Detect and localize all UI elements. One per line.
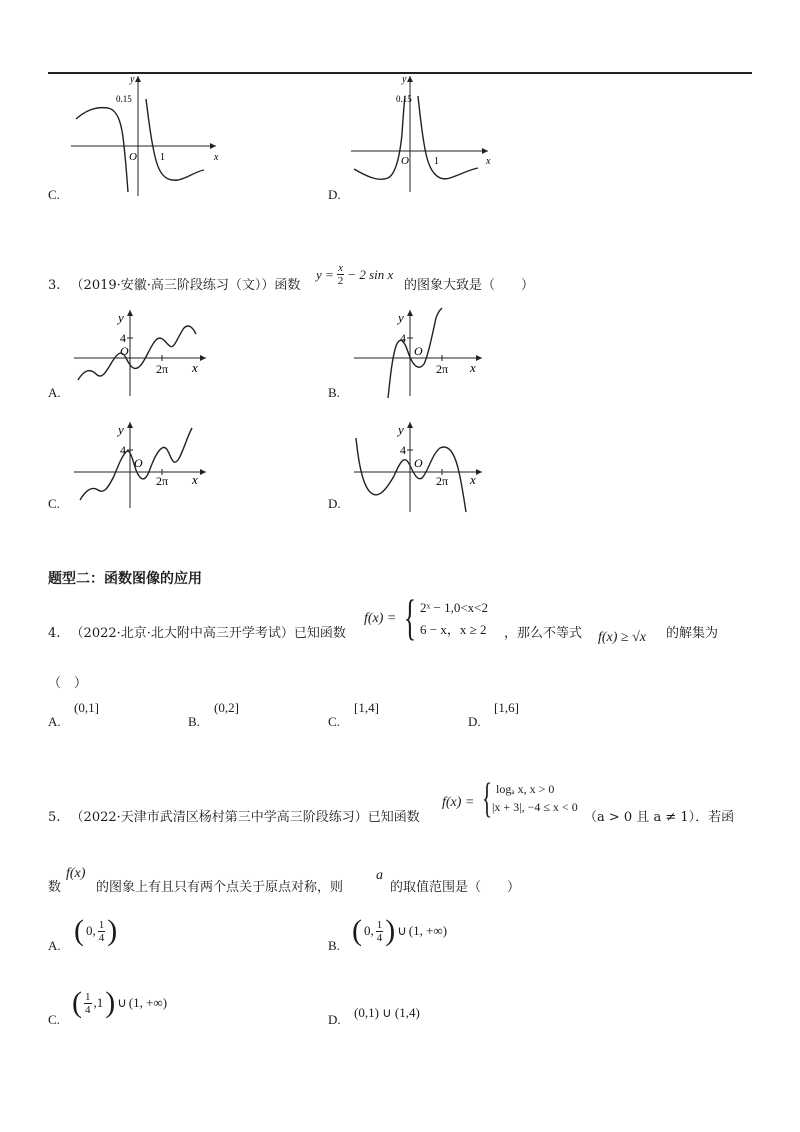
q5-number: 5. bbox=[48, 810, 61, 825]
q5-line2-end: 的取值范围是（ ） bbox=[390, 880, 521, 895]
axis-x-label: x bbox=[486, 156, 491, 167]
q5-fx: f(x) bbox=[66, 866, 86, 881]
q4-number: 4. bbox=[48, 626, 61, 641]
axis-y-label: y bbox=[398, 310, 404, 325]
x-tick-label: 1 bbox=[160, 152, 165, 163]
q4-brace: { bbox=[404, 589, 416, 645]
y-tick-label: 0.15 bbox=[396, 94, 412, 104]
frac-den: 4 bbox=[85, 1003, 91, 1016]
origin-label: O bbox=[129, 151, 137, 163]
y-tick-label: 4 bbox=[120, 331, 126, 345]
q4-piece-1: 2ˣ − 1,0<x<2 bbox=[420, 600, 489, 615]
frac-den: 4 bbox=[376, 931, 383, 944]
interval-tail: (1, +∞) bbox=[128, 995, 168, 1010]
frac-num: 1 bbox=[376, 918, 383, 931]
q5-source: （2022·天津市武清区杨村第三中学高三阶段练习）已知函数 bbox=[70, 810, 420, 825]
q4-source: （2022·北京·北大附中高三开学考试）已知函数 bbox=[70, 626, 346, 641]
q5-func-lhs: f(x) = bbox=[442, 795, 475, 810]
origin-label: O bbox=[401, 155, 409, 167]
q4-func-lhs: f(x) = bbox=[364, 611, 397, 626]
q3-func-lhs: y = bbox=[316, 266, 334, 282]
axis-y-label: y bbox=[402, 74, 407, 85]
axis-y-label: y bbox=[398, 422, 404, 437]
q4-option-b-value[interactable]: (0,2] bbox=[214, 700, 239, 715]
option-c-letter: C. bbox=[48, 187, 60, 202]
q3-frac-num: x bbox=[338, 262, 343, 274]
axis-x-label: x bbox=[470, 360, 476, 375]
q3-number: 3. bbox=[48, 278, 61, 293]
q5-option-b-value[interactable]: ( 0, $\frac{1}{4}$ ) ∪ (1, +∞) bbox=[352, 914, 448, 947]
q3-source: （2019·安徽·高三阶段练习（文））函数 bbox=[70, 278, 301, 293]
q4-option-a-letter[interactable]: A. bbox=[48, 714, 61, 729]
q5-piece-2: |x + 3|, −4 ≤ x < 0 bbox=[492, 800, 578, 814]
q3-stem bbox=[48, 274, 300, 293]
axis-y-label: y bbox=[118, 310, 124, 325]
q5-option-d-letter[interactable]: D. bbox=[328, 1012, 341, 1027]
origin-label: O bbox=[120, 344, 129, 358]
union-symbol: ∪ bbox=[397, 923, 407, 938]
q5-a: a bbox=[376, 868, 383, 883]
y-tick-label: 4 bbox=[400, 443, 406, 457]
q4-option-c-value[interactable]: [1,4] bbox=[354, 700, 379, 715]
q5-brace: { bbox=[482, 776, 493, 822]
q5-option-a-value[interactable]: ( 0, $\frac{1}{4}$ ) bbox=[74, 914, 118, 947]
q4-option-d-value[interactable]: [1,6] bbox=[494, 700, 519, 715]
q4-option-b-letter[interactable]: B. bbox=[188, 714, 200, 729]
q4-stem bbox=[48, 622, 346, 641]
frac-num: 1 bbox=[85, 990, 91, 1003]
q5-piece-1: logₐ x, x > 0 bbox=[496, 782, 555, 796]
union-symbol: ∪ bbox=[117, 995, 127, 1010]
q3-graph-a bbox=[70, 306, 216, 398]
q4-option-d-letter[interactable]: D. bbox=[468, 714, 481, 729]
y-tick-label: 4 bbox=[400, 331, 406, 345]
q3-option-b-letter[interactable]: B. bbox=[328, 385, 340, 400]
q5-line2-mid: 的图象上有且只有两个点关于原点对称，则 bbox=[96, 880, 344, 895]
q3-frac-den: 2 bbox=[337, 275, 344, 287]
x-tick-label: 1 bbox=[434, 156, 439, 167]
q4-stem-mid: ，那么不等式 bbox=[504, 626, 583, 641]
q3-stem-end: 的图象大致是（ ） bbox=[404, 278, 535, 293]
x-tick-label: 2π bbox=[156, 362, 169, 376]
y-tick-label: 4 bbox=[120, 443, 126, 457]
q3-graph-b bbox=[350, 306, 486, 398]
q4-answer-blank: （ ） bbox=[48, 676, 88, 691]
option-d-letter: D. bbox=[328, 187, 341, 202]
q3-option-a-letter[interactable]: A. bbox=[48, 385, 61, 400]
q5-option-c-value[interactable]: ( $\frac{1}{4}$ ,1 ) ∪ (1, +∞) bbox=[72, 986, 168, 1019]
axis-x-label: x bbox=[192, 360, 198, 375]
q5-option-b-letter[interactable]: B. bbox=[328, 938, 340, 953]
q4-piece-2: 6 − x，x ≥ 2 bbox=[420, 622, 487, 637]
q3-option-d-letter[interactable]: D. bbox=[328, 496, 341, 511]
y-tick-label: 0.15 bbox=[116, 94, 132, 104]
origin-label: O bbox=[414, 456, 423, 470]
x-tick-label: 2π bbox=[436, 474, 449, 488]
x-tick-label: 2π bbox=[436, 362, 449, 376]
prev-graph-c bbox=[66, 74, 226, 199]
axis-y-label: y bbox=[118, 422, 124, 437]
frac-den: 4 bbox=[98, 931, 105, 944]
q3-graph-d bbox=[350, 418, 486, 514]
q5-option-c-letter[interactable]: C. bbox=[48, 1012, 60, 1027]
q4-option-a-value[interactable]: (0,1] bbox=[74, 700, 99, 715]
q3-function bbox=[316, 262, 393, 287]
origin-label: O bbox=[414, 344, 423, 358]
origin-label: O bbox=[134, 456, 143, 470]
q5-option-a-letter[interactable]: A. bbox=[48, 938, 61, 953]
axis-x-label: x bbox=[214, 152, 219, 163]
q5-option-d-value[interactable]: (0,1) ∪ (1,4) bbox=[354, 1005, 420, 1020]
q3-func-rest: − 2 sin x bbox=[347, 266, 394, 282]
section-heading: 题型二：函数图像的应用 bbox=[48, 571, 202, 587]
axis-x-label: x bbox=[470, 472, 476, 487]
x-tick-label: 2π bbox=[156, 474, 169, 488]
q5-stem bbox=[48, 806, 420, 825]
axis-y-label: y bbox=[130, 74, 135, 85]
q3-graph-c bbox=[70, 418, 216, 510]
q4-stem-end: 的解集为 bbox=[666, 626, 719, 641]
frac-num: 1 bbox=[98, 918, 105, 931]
q3-option-c-letter[interactable]: C. bbox=[48, 496, 60, 511]
q4-inequality: f(x) ≥ √x bbox=[598, 630, 647, 645]
axis-x-label: x bbox=[192, 472, 198, 487]
prev-graph-d bbox=[346, 74, 496, 194]
interval-tail: (1, +∞) bbox=[408, 923, 448, 938]
q5-condition: （a > 0 且 a ≠ 1）．若函 bbox=[584, 810, 735, 825]
q4-option-c-letter[interactable]: C. bbox=[328, 714, 340, 729]
q3-func-frac bbox=[337, 262, 345, 287]
q5-line2-start: 数 bbox=[48, 880, 62, 895]
